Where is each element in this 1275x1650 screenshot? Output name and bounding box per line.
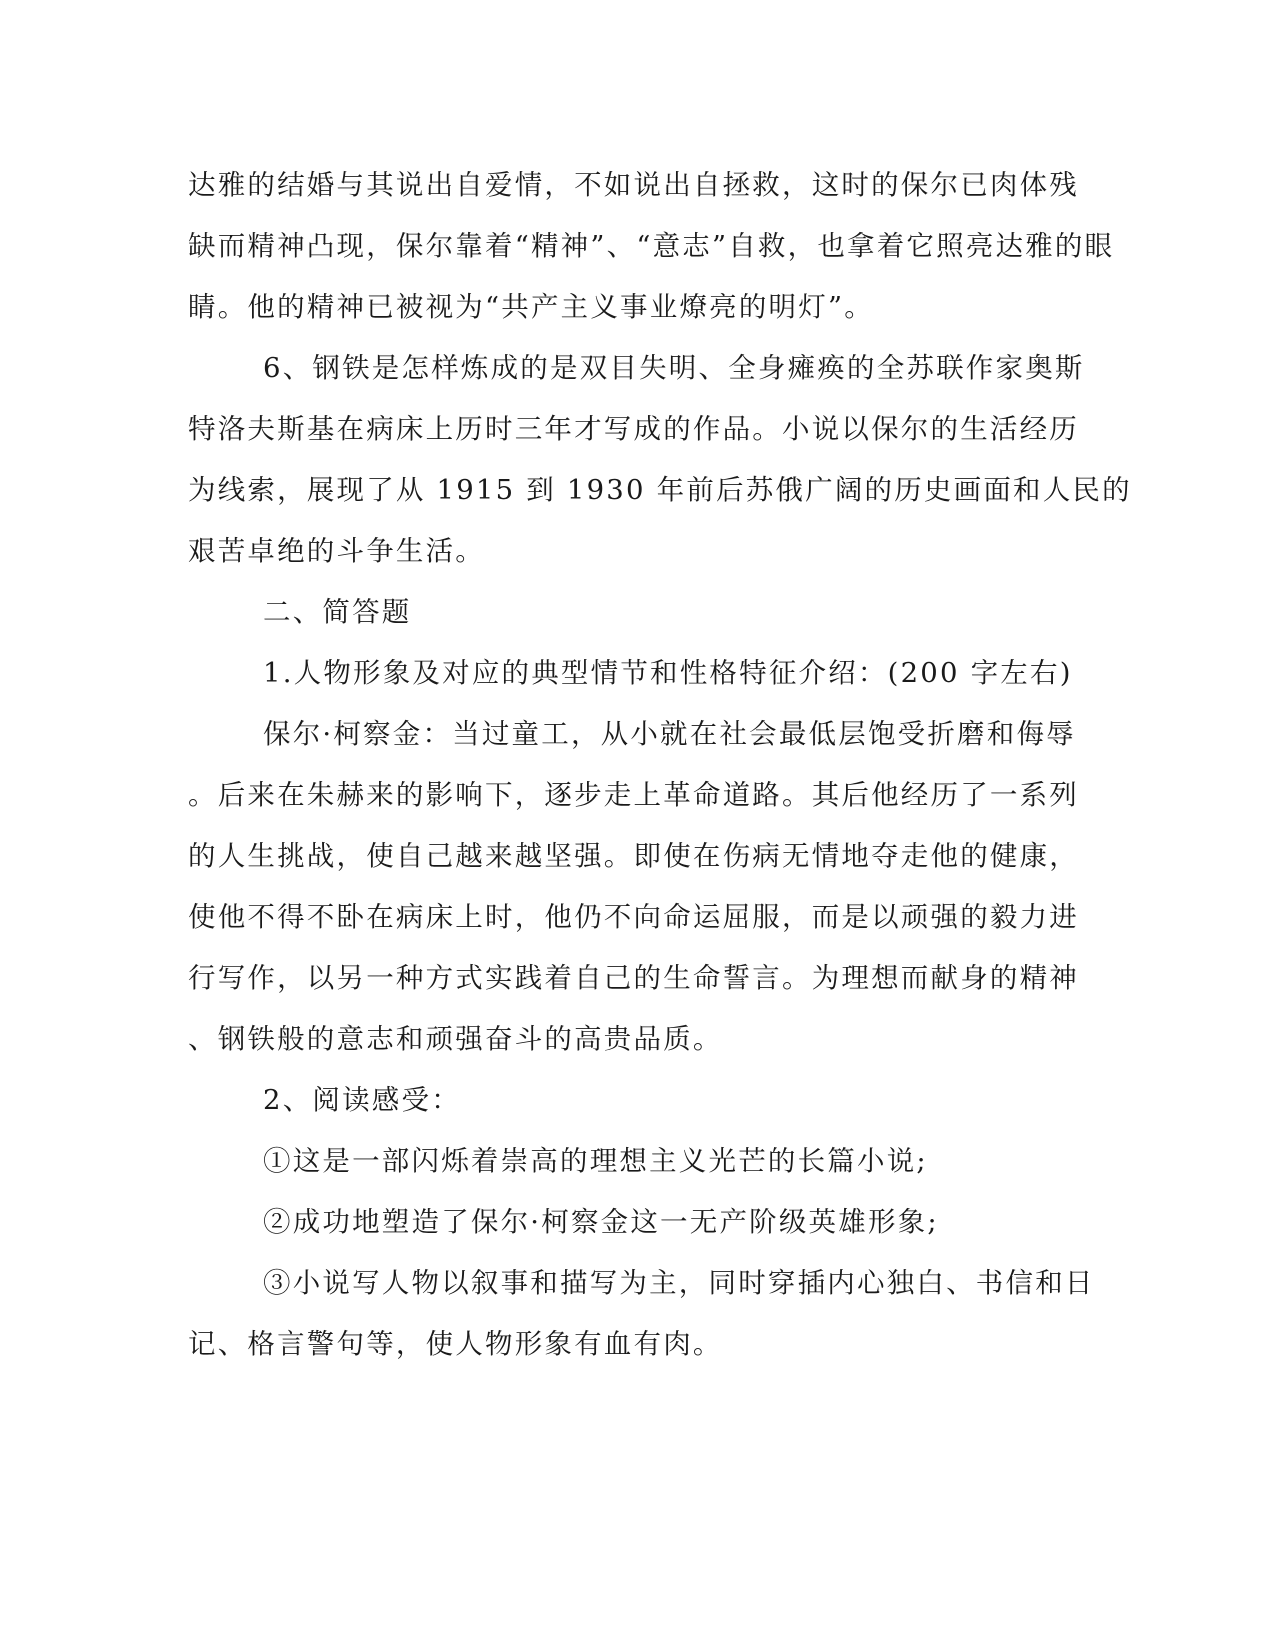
text-line: 、钢铁般的意志和顽强奋斗的高贵品质。: [188, 1023, 723, 1055]
text-line: 为线索，展现了从 1915 到 1930 年前后苏俄广阔的历史画面和人民的: [188, 474, 1132, 506]
text-line: 记、格言警句等，使人物形象有血有肉。: [188, 1328, 723, 1360]
body-text: [188, 155, 1132, 1375]
section-heading: 二、简答题: [263, 596, 412, 628]
text-line: 缺而精神凸现，保尔靠着“精神”、“意志”自救，也拿着它照亮达雅的眼: [188, 230, 1115, 262]
text-line: 保尔·柯察金：当过童工，从小就在社会最低层饱受折磨和侮辱: [263, 718, 1076, 750]
text-line: 艰苦卓绝的斗争生活。: [188, 535, 485, 567]
question-heading: 1.人物形象及对应的典型情节和性格特征介绍：(200 字左右): [263, 657, 1073, 689]
text-line: 达雅的结婚与其说出自爱情，不如说出自拯救，这时的保尔已肉体残: [188, 169, 1079, 201]
text-line: 行写作，以另一种方式实践着自己的生命誓言。为理想而献身的精神: [188, 962, 1079, 994]
text-line: 。后来在朱赫来的影响下，逐步走上革命道路。其后他经历了一系列: [188, 779, 1079, 811]
text-line: 6、钢铁是怎样炼成的是双目失明、全身瘫痪的全苏联作家奥斯: [263, 352, 1085, 384]
list-item: ②成功地塑造了保尔·柯察金这一无产阶级英雄形象;: [263, 1206, 939, 1238]
text-line: 使他不得不卧在病床上时，他仍不向命运屈服，而是以顽强的毅力进: [188, 901, 1079, 933]
question-heading: 2、阅读感受：: [263, 1084, 461, 1116]
text-line: 睛。他的精神已被视为“共产主义事业燎亮的明灯”。: [188, 291, 874, 323]
list-item: ①这是一部闪烁着崇高的理想主义光芒的长篇小说;: [263, 1145, 928, 1177]
text-line: 的人生挑战，使自己越来越坚强。即使在伤病无情地夺走他的健康，: [188, 840, 1079, 872]
list-item: ③小说写人物以叙事和描写为主，同时穿插内心独白、书信和日: [263, 1267, 1095, 1299]
text-line: 特洛夫斯基在病床上历时三年才写成的作品。小说以保尔的生活经历: [188, 413, 1079, 445]
